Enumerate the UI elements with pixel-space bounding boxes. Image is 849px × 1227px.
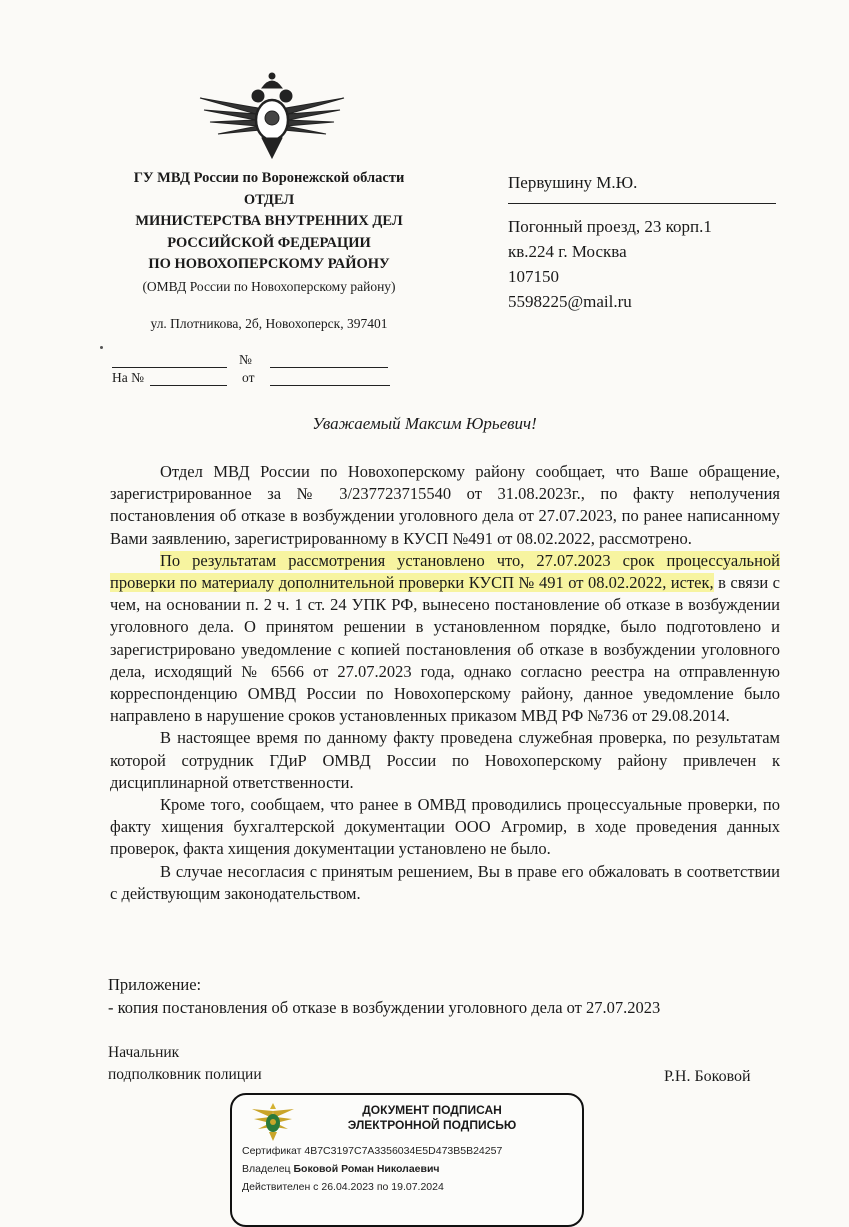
reg-no-label: № [239, 352, 252, 367]
eagle-emblem-icon [196, 68, 348, 160]
owner-value: Боковой Роман Николаевич [293, 1163, 440, 1175]
recipient-name: Первушину М.Ю. [508, 173, 638, 192]
appendix [108, 973, 768, 1019]
signer-position: Начальник [108, 1044, 180, 1061]
recipient-address-line: Погонный проезд, 23 корп.1 [508, 217, 712, 236]
stamp-title-line: ЭЛЕКТРОННОЙ ПОДПИСЬЮ [347, 1118, 517, 1132]
signer-name: Р.Н. Боковой [664, 1068, 751, 1085]
appendix-item: - копия постановления об отказе в возбуждении уголовного дела от 27.07.2023 [108, 998, 661, 1017]
paragraph: В настоящее время по данному факту проведена служебная проверка, по результатам которой сотрудник ГДиР ОМВД России по Новохоперскому району привлечен к дисциплинарной ответственности. [110, 728, 780, 792]
paragraph [110, 550, 780, 728]
org-address: ул. Плотникова, 2б, Новохоперск, 397401 [150, 316, 388, 331]
validity-line: Действителен с 26.04.2023 по 19.07.2024 [242, 1181, 444, 1193]
electronic-signature-stamp [230, 1093, 584, 1227]
recipient-block [508, 170, 788, 314]
org-line: ПО НОВОХОПЕРСКОМУ РАЙОНУ [148, 256, 390, 272]
highlighted-text: По результатам рассмотрения установлено что, 27.07.2023 срок процессуальной проверки по материалу дополнительной проверки КУСП № 491 от 08.02.2022, истек, [110, 550, 780, 593]
certificate-label: Сертификат [242, 1145, 302, 1157]
signer-block [108, 1042, 408, 1086]
org-short-name: (ОМВД России по Новохоперскому району) [142, 278, 396, 294]
stamp-title-line: ДОКУМЕНТ ПОДПИСАН [362, 1103, 502, 1117]
registration-row [112, 352, 412, 370]
letter-body [110, 461, 780, 905]
paragraph: Отдел МВД России по Новохоперскому району сообщает, что Ваше обращение, зарегистрированное за № 3/237723715540 от 31.08.2023г., по факту неполучения постановления об отказе в возбуждении уголовного дела от 27.07.2023, по ранее написанному Вами заявлению, зарегистрированному в КУСП №491 от 08.02.2022, рассмотрено. [110, 462, 780, 548]
certificate-value: 4B7C3197C7A3356034E5D473B5B24257 [304, 1145, 503, 1157]
eagle-emblem-icon [250, 1099, 296, 1143]
reply-row [112, 370, 412, 388]
paragraph: В случае несогласия с принятым решением, Вы в праве его обжаловать в соответствии с действующим законодательством. [110, 861, 780, 903]
org-line: МИНИСТЕРСТВА ВНУТРЕННИХ ДЕЛ [135, 213, 403, 229]
certificate-line [242, 1145, 502, 1157]
org-line: ГУ МВД России по Воронежской области [133, 170, 405, 186]
org-line: РОССИЙСКОЙ ФЕДЕРАЦИИ [167, 234, 371, 251]
recipient-address-line: кв.224 г. Москва [508, 242, 627, 261]
stamp-title [302, 1103, 562, 1133]
recipient-address-line: 107150 [508, 267, 559, 286]
appendix-label: Приложение: [108, 975, 202, 994]
org-line: ОТДЕЛ [243, 191, 295, 208]
organization-block [100, 168, 438, 335]
paragraph-text: в связи с чем, на основании п. 2 ч. 1 ст. 24 УПК РФ, вынесено постановление об отказе в возбуждении уголовного дела. О принятом решении в установленном порядке, было подготовлено и зарегистрировано уведомление с копией постановления об отказе в возбуждении уголовного дела, исходящий № 6566 от 27.07.2023 года, однако согласно реестра на отправленную корреспонденцию ОМВД России по Новохоперскому району, данное уведомление было направлено в нарушение сроков установленных приказом МВД РФ №736 от 29.08.2014. [110, 573, 780, 726]
owner-line [242, 1163, 440, 1175]
recipient-divider [508, 203, 776, 204]
from-label: от [242, 370, 255, 385]
owner-label: Владелец [242, 1163, 291, 1175]
salutation: Уважаемый Максим Юрьевич! [312, 414, 537, 433]
recipient-email: 5598225@mail.ru [508, 292, 632, 311]
paragraph: Кроме того, сообщаем, что ранее в ОМВД проводились процессуальные проверки, по факту хищения бухгалтерской документации ООО Агромир, в ходе проведения данных проверок, факта хищения документации установлено не было. [110, 795, 780, 859]
signer-rank: подполковник полиции [108, 1066, 262, 1083]
reply-label: На № [112, 370, 144, 385]
scan-speck [100, 346, 103, 349]
